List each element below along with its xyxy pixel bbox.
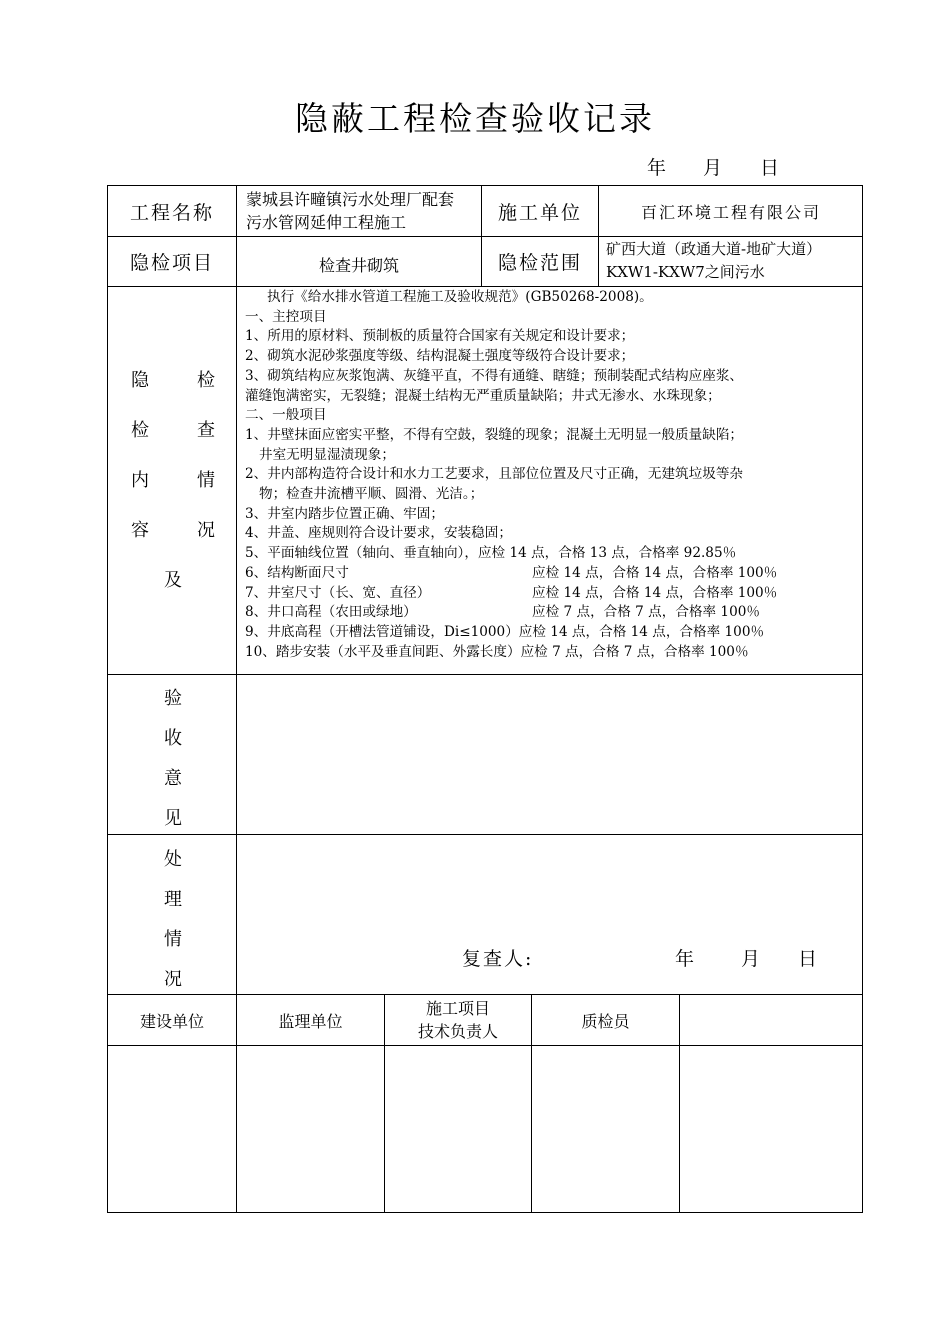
review-year: 年 (675, 948, 695, 970)
content-line: 1、所用的原材料、预制板的质量符合国家有关规定和设计要求； (245, 328, 635, 345)
content-line: 灌缝饱满密实，无裂缝；混凝土结构无严重质量缺陷；井式无渗水、水珠现象； (245, 387, 721, 404)
page-title: 隐蔽工程检查验收记录 (295, 99, 655, 138)
project-name-line2-text: 污水管网延伸工程施工 (246, 213, 407, 232)
inspection-item-value: 检查井砌筑 (318, 256, 399, 275)
sign-tech-lead-label: 施工项目 技术负责人 (417, 999, 498, 1041)
top-date-day: 日 (760, 157, 780, 179)
content-line: 一、主控项目 (245, 308, 327, 325)
review-month: 月 (741, 948, 761, 970)
review-day: 日 (798, 948, 818, 970)
content-line: 6、结构断面尺寸 应检 14 点，合格 14 点，合格率 100％ (245, 564, 778, 581)
content-line: 2、井内部构造符合设计和水力工艺要求，且部位位置及尺寸正确，无建筑垃圾等杂 (245, 466, 744, 483)
sign-owner-label: 建设单位 (139, 1011, 204, 1031)
project-name-line1-text: 蒙城县许疃镇污水处理厂配套 (246, 190, 455, 209)
inspection-scope-label: 隐检范围 (497, 252, 582, 274)
sign-qc-label: 质检员 (581, 1011, 630, 1031)
content-line: 9、井底高程（开槽法管道铺设，Di≤1000）应检 14 点，合格 14 点，合格率 100％ (245, 623, 765, 640)
contractor-label-cell: 施工单位 (497, 201, 582, 224)
content-line: 3、井室内踏步位置正确、牢固； (245, 505, 444, 522)
project-name-value-cell (246, 188, 481, 234)
content-line: 5、平面轴线位置（轴向、垂直轴向），应检 14 点，合格 13 点，合格率 92.85％ (245, 545, 737, 562)
scope-line1: 矿西大道（政通大道-地矿大道） (606, 240, 822, 258)
content-line: 物；检查井流槽平顺、圆滑、光洁。； (259, 486, 484, 503)
content-line: 7、井室尺寸（长、宽、直径） 应检 14 点，合格 14 点，合格率 100％ (245, 584, 778, 601)
content-line: 4、井盖、座规则符合设计要求，安装稳固； (245, 525, 512, 542)
project-name-label-cell: 工程名称 (129, 201, 214, 224)
content-line: 10、踏步安装（水平及垂直间距、外露长度）应检 7 点，合格 7 点，合格率 100％ (245, 643, 749, 660)
content-line: 井室无明显湿渍现象； (259, 446, 395, 463)
content-line: 执行《给水排水管道工程施工及验收规范》(GB50268-2008)。 (267, 289, 653, 305)
sign-supervisor-label: 监理单位 (278, 1011, 343, 1031)
inspection-content (245, 288, 857, 662)
content-line: 2、砌筑水泥砂浆强度等级、结构混凝土强度等级符合设计要求； (245, 348, 635, 365)
top-date-year: 年 (647, 157, 667, 179)
reviewer-label: 复查人: (462, 948, 534, 970)
inspection-scope-value (606, 238, 863, 284)
content-line: 8、井口高程（农田或绿地） 应检 7 点，合格 7 点，合格率 100％ (245, 604, 760, 621)
content-line: 1、井壁抹面应密实平整，不得有空鼓，裂缝的现象；混凝土无明显一般质量缺陷； (245, 426, 744, 443)
contractor-value-cell: 百汇环境工程有限公司 (640, 202, 821, 222)
content-line: 3、砌筑结构应灰浆饱满、灰缝平直，不得有通缝、瞎缝；预制装配式结构应座浆、 (245, 367, 744, 384)
top-date-month: 月 (703, 157, 723, 179)
inspection-item-label: 隐检项目 (129, 252, 214, 274)
scope-line2: KXW1-KXW7之间污水 (606, 263, 765, 281)
content-line: 二、一般项目 (245, 407, 327, 424)
